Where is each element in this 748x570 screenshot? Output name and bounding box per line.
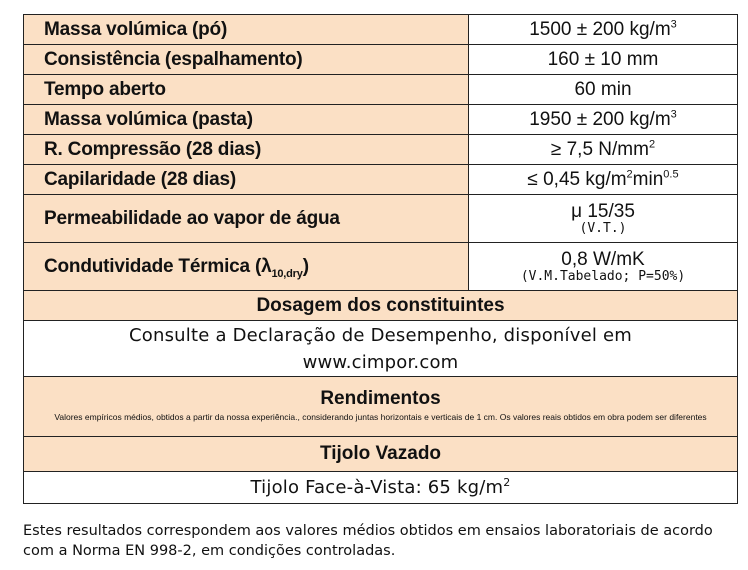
table-row <box>24 472 738 504</box>
row-label: Massa volúmica (pó) <box>24 15 469 45</box>
section-header <box>24 437 738 472</box>
rendimentos-cell <box>24 377 738 437</box>
row-label: Permeabilidade ao vapor de água <box>24 195 469 243</box>
row-label: Massa volúmica (pasta) <box>24 105 469 135</box>
row-label: Condutividade Térmica $(\lambda_{10,dry})$ <box>24 243 469 291</box>
footer-note: Estes resultados correspondem aos valores médios obtidos em ensaios laboratoriais de acordo com a Norma EN 998-2, em condições controladas. <box>23 523 713 559</box>
row-value: μ 15/35 (V.T.) <box>469 195 738 243</box>
section-header <box>24 291 738 321</box>
table-row <box>24 105 738 135</box>
table-row <box>24 321 738 377</box>
table-row <box>24 15 738 45</box>
table-row <box>24 165 738 195</box>
row-value: 1950 ± 200 $kg/m^3$ <box>469 105 738 135</box>
table-row <box>24 135 738 165</box>
tijolo-value: Tijolo Face-à-Vista: 65 $kg/m^2$ <box>24 472 738 504</box>
row-label: Consistência (espalhamento) <box>24 45 469 75</box>
table-row <box>24 75 738 105</box>
row-note: (V.T.) <box>579 220 627 236</box>
row-label: Capilaridade (28 dias) <box>24 165 469 195</box>
row-label: R. Compressão (28 dias) <box>24 135 469 165</box>
table-row <box>24 45 738 75</box>
rendimentos-title: Rendimentos <box>320 387 441 409</box>
row-value: 0,8 W/mK (V.M.Tabelado; P=50%) <box>469 243 738 291</box>
dosagem-text: Consulte a Declaração de Desempenho, disponível em www.cimpor.com <box>24 321 738 377</box>
row-value: ≤ 0,45 $kg/m^2\min^{0.5}$ <box>469 165 738 195</box>
tijolo-title: Tijolo Vazado <box>24 437 738 472</box>
section-header <box>24 377 738 437</box>
row-label: Tempo aberto <box>24 75 469 105</box>
table-row <box>24 195 738 243</box>
row-value: 160 ± 10 mm <box>469 45 738 75</box>
properties-table <box>23 14 738 504</box>
row-value: 1500 ± 200 $kg/m^3$ <box>469 15 738 45</box>
row-value: 60 min <box>469 75 738 105</box>
dosagem-title: Dosagem dos constituintes <box>24 291 738 321</box>
row-note: (V.M.Tabelado; P=50%) <box>520 268 686 284</box>
table-row <box>24 243 738 291</box>
rendimentos-note: Valores empíricos médios, obtidos a partir da nossa experiência., considerando juntas horizontais e verticais de 1 cm. Os valores reais obtidos em obra podem ser diferentes <box>54 411 707 422</box>
row-value: ≥ 7,5 $N/mm^2$ <box>469 135 738 165</box>
